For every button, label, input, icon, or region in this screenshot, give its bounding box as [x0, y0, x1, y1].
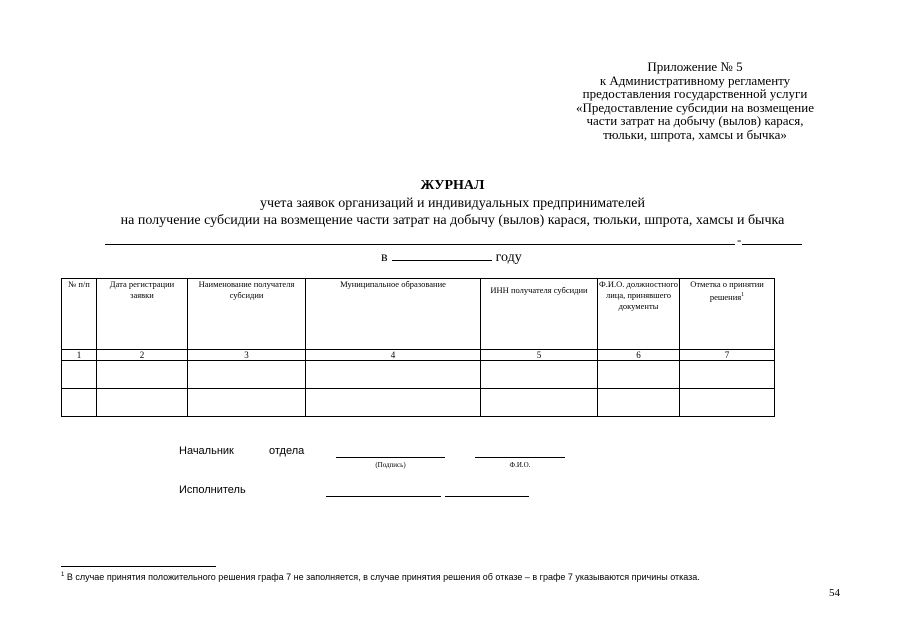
journal-subtitle-continued: на получение субсидии на возмещение части затрат на добычу (вылов) карася, тюльки, шпрота, хамсы и бычка	[120, 213, 785, 228]
name-caption: Ф.И.О.	[509, 461, 531, 469]
appendix-header	[540, 60, 850, 141]
empty-cell[interactable]	[481, 389, 598, 417]
journal-subtitle: учета заявок организаций и индивидуальных предпринимателей	[260, 196, 645, 211]
year-suffix: году	[495, 250, 522, 265]
footnote	[61, 572, 700, 582]
year-blank	[392, 249, 492, 261]
table-row	[62, 389, 775, 417]
column-number: 4	[306, 350, 481, 361]
executor-name-line[interactable]	[445, 496, 529, 497]
empty-cell[interactable]	[306, 361, 481, 389]
empty-cell[interactable]	[598, 389, 680, 417]
page-number: 54	[829, 587, 840, 599]
header-cell-decision: Отметка о принятии решения$^1$	[680, 279, 775, 350]
empty-cell[interactable]	[598, 361, 680, 389]
organization-fill-line	[105, 244, 735, 245]
empty-cell[interactable]	[97, 389, 188, 417]
chief-name-line[interactable]	[475, 457, 565, 458]
footnote-separator	[61, 566, 216, 567]
table-row	[62, 361, 775, 389]
column-number-row	[62, 350, 775, 361]
appendix-line: предоставления государственной услуги	[582, 86, 808, 101]
empty-cell[interactable]	[680, 361, 775, 389]
empty-cell[interactable]	[62, 361, 97, 389]
footnote-text: В случае принятия положительного решения графа 7 не заполняется, в случае принятия решения об отказе – в графе 7 указываются причины отказа.	[66, 572, 700, 582]
appendix-line: Приложение № 5	[647, 59, 743, 74]
appendix-line: «Предоставление субсидии на возмещение	[576, 99, 814, 115]
header-cell-recipient: Наименование получателя субсидии	[188, 279, 306, 350]
column-number: 3	[188, 350, 306, 361]
empty-cell[interactable]	[481, 361, 598, 389]
column-number: 2	[97, 350, 188, 361]
table-header-row	[62, 279, 775, 350]
year-line	[381, 249, 522, 266]
column-number: 7	[680, 350, 775, 361]
empty-cell[interactable]	[306, 389, 481, 417]
empty-cell[interactable]	[62, 389, 97, 417]
header-cell-date: Дата регистрации заявки	[97, 279, 188, 350]
executor-label: Исполнитель	[179, 484, 246, 496]
column-number: 6	[598, 350, 680, 361]
empty-cell[interactable]	[97, 361, 188, 389]
header-cell-number: № п/п	[62, 279, 97, 350]
empty-cell[interactable]	[188, 361, 306, 389]
chief-label: Начальник	[179, 445, 234, 457]
organization-fill-line-short	[742, 244, 802, 245]
header-cell-municipality: Муниципальное образование	[306, 279, 481, 350]
journal-title: ЖУРНАЛ	[420, 178, 485, 193]
department-label: отдела	[269, 445, 305, 457]
fill-dash: -	[737, 232, 742, 247]
signature-caption: (Подпись)	[375, 461, 406, 469]
header-cell-official: Ф.И.О. должностного лица, принявшего документы	[598, 279, 680, 350]
header-cell-inn: ИНН получателя субсидии	[481, 279, 598, 350]
footnote-marker: 1	[61, 572, 65, 578]
appendix-line: к Административному регламенту	[599, 72, 791, 88]
chief-signature-line[interactable]	[336, 457, 445, 458]
year-prefix: в	[381, 250, 388, 265]
empty-cell[interactable]	[188, 389, 306, 417]
executor-signature-line[interactable]	[326, 496, 441, 497]
journal-table	[61, 278, 775, 417]
column-number: 5	[481, 350, 598, 361]
empty-cell[interactable]	[680, 389, 775, 417]
column-number: 1	[62, 350, 97, 361]
appendix-line: части затрат на добычу (вылов) карася,	[586, 113, 804, 128]
footnote-ref: 1	[741, 292, 745, 298]
appendix-line: тюльки, шпрота, хамсы и бычка»	[603, 126, 787, 142]
